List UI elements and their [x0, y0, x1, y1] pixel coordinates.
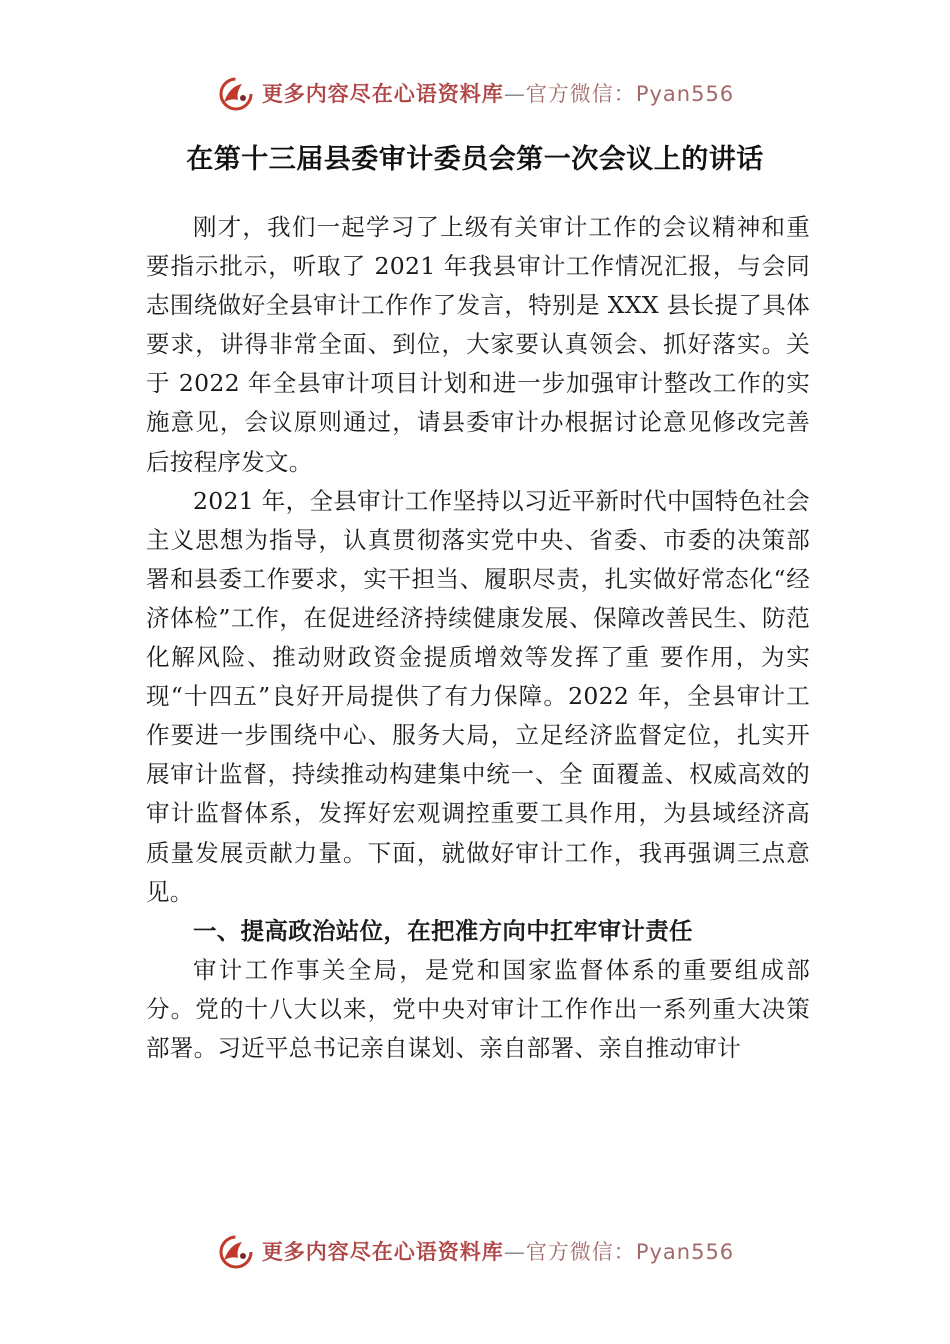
header-watermark	[0, 74, 950, 114]
watermark-text	[262, 74, 734, 114]
watermark-wechat-id: Pyan556	[635, 1240, 735, 1264]
swirl-logo-icon	[216, 74, 256, 114]
swirl-logo-icon	[216, 1232, 256, 1272]
watermark-separator: —	[503, 1240, 526, 1264]
paragraph-1: 刚才，我们一起学习了上级有关审计工作的会议精神和重要指示批示，听取了 2021 年我县审计工作情况汇报，与会同志围绕做好全县审计工作作了发言，特别是 XXX 县长提了具体要求，讲得非常全面、到位，大家要认真领会、抓好落实。关于 2022 年全县审计项目计划和进一步加强审计整改工作的实施意见，会议原则通过，请县委审计办根据讨论意见修改完善后按程序发文。	[146, 213, 810, 476]
watermark-brand: 更多内容尽在心语资料库	[261, 1240, 504, 1264]
watermark-separator: —	[503, 82, 526, 106]
section-heading-1: 一、提高政治站位，在把准方向中扛牢审计责任	[193, 916, 693, 945]
document-body	[146, 208, 810, 1068]
watermark-text	[262, 1232, 734, 1272]
paragraph-3: 审计工作事关全局，是党和国家监督体系的重要组成部分。党的十八大以来，党中央对审计工作作出一系列重大决策部署。习近平总书记亲自谋划、亲自部署、亲自推动审计	[146, 955, 810, 1062]
paragraph-2: 2021 年，全县审计工作坚持以习近平新时代中国特色社会主义思想为指导，认真贯彻落实党中央、省委、市委的决策部署和县委工作要求，实干担当、履职尽责，扎实做好常态化“经济体检”工作，在促进经济持续健康发展、保障改善民生、防范化解风险、推动财政资金提质增效等发挥了重 要作用，为实现“十四五”良好开局提供了有力保障。2022 年，全县审计工作要进一步围绕中心、服务大局，立足经济监督定位，扎实开展审计监督，持续推动构建集中统一、全 面覆盖、权威高效的审计监督体系，发挥好宏观调控重要工具作用，为县域经济高质量发展贡献力量。下面，就做好审计工作，我再强调三点意见。	[146, 486, 810, 906]
watermark-wechat-id: Pyan556	[635, 82, 735, 106]
watermark-brand: 更多内容尽在心语资料库	[261, 82, 504, 106]
footer-watermark	[0, 1232, 950, 1272]
watermark-wechat-label: 官方微信：	[525, 1240, 636, 1264]
document-title: 在第十三届县委审计委员会第一次会议上的讲话	[186, 144, 764, 175]
watermark-wechat-label: 官方微信：	[525, 82, 636, 106]
